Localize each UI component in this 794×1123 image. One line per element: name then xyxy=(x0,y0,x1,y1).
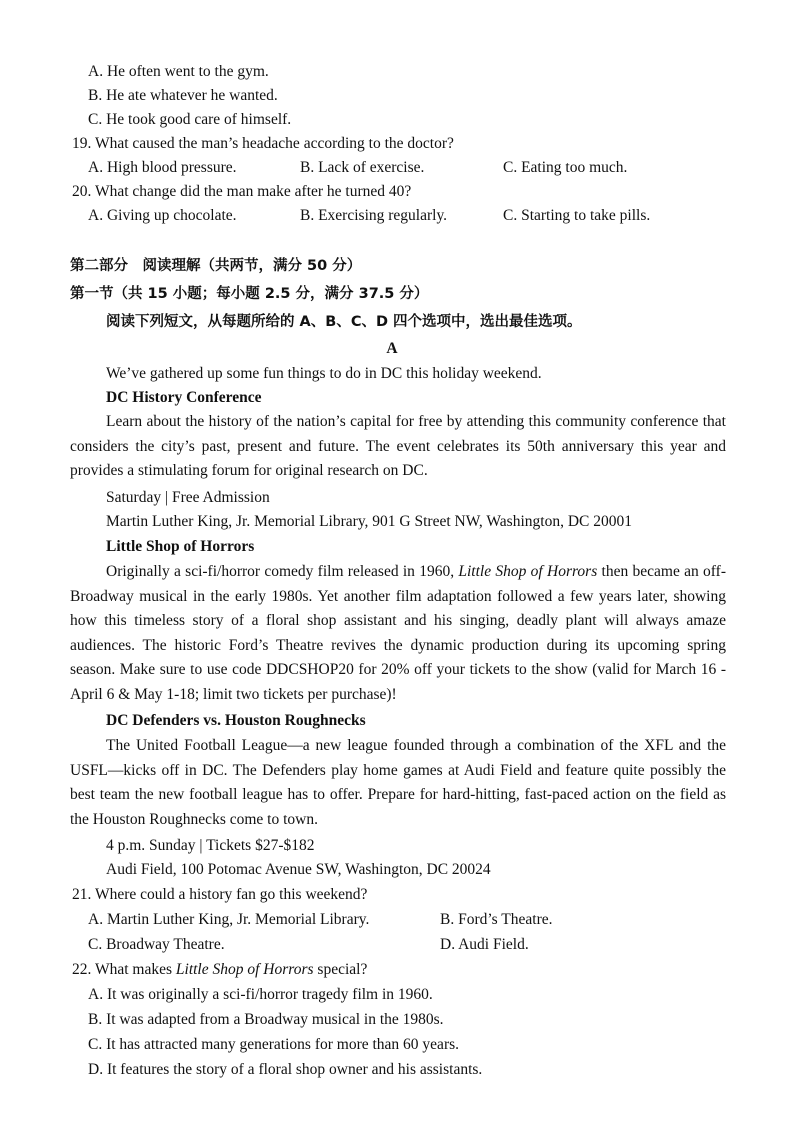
q22-question xyxy=(72,960,367,980)
q22-option-d: D. It features the story of a floral shop owner and his assistants. xyxy=(88,1061,483,1078)
q21-option-a: A. Martin Luther King, Jr. Memorial Library. xyxy=(88,911,370,928)
q22-option-b: B. It was adapted from a Broadway musical in the 1980s. xyxy=(88,1011,444,1028)
q18-option-b: B. He ate whatever he wanted. xyxy=(88,87,278,104)
event2-body-italic: Little Shop of Horrors xyxy=(458,563,598,580)
event1-time: Saturday | Free Admission xyxy=(106,489,270,506)
q21-option-c: C. Broadway Theatre. xyxy=(88,936,225,953)
q21-question: 21. Where could a history fan go this weekend? xyxy=(72,886,368,903)
reading-instruction: 阅读下列短文，从每题所给的 A、B、C、D 四个选项中，选出最佳选项。 xyxy=(106,314,582,330)
event1-body: Learn about the history of the nation’s capital for free by attending this community conference that considers the city’s past, present and future. The event celebrates its 50th anniversary this year and provides a stimulating forum for original research on DC. xyxy=(70,413,726,480)
q19-option-c: C. Eating too much. xyxy=(503,159,628,176)
event3-body: The United Football League—a new league founded through a combination of the XFL and the USFL—kicks off in DC. The Defenders play home games at Audi Field and feature quite possibly the best team the new football league has to offer. Prepare for hard-hitting, fast-paced action on the field as the Houston Roughnecks come to town. xyxy=(70,737,726,828)
part2-title: 第二部分 阅读理解（共两节，满分 50 分） xyxy=(70,258,362,274)
q19-option-b: B. Lack of exercise. xyxy=(300,159,425,176)
q22-question-pre: 22. What makes xyxy=(72,961,176,978)
q20-option-b: B. Exercising regularly. xyxy=(300,207,448,224)
q20-option-c: C. Starting to take pills. xyxy=(503,207,651,224)
q21-option-b: B. Ford’s Theatre. xyxy=(440,911,553,928)
event3-address: Audi Field, 100 Potomac Avenue SW, Washington, DC 20024 xyxy=(106,861,491,878)
passage-letter: A xyxy=(386,340,398,357)
q22-question-post: special? xyxy=(313,961,368,978)
q21-option-d: D. Audi Field. xyxy=(440,936,529,953)
q20-option-a: A. Giving up chocolate. xyxy=(88,207,237,224)
q22-option-c: C. It has attracted many generations for more than 60 years. xyxy=(88,1036,460,1053)
event2-body-post: then became an off-Broadway musical in the early 1980s. Yet another film adaptation followed a few years later, showing how this timeless story of a floral shop assistant and his singing, deadly plant will always amaze audiences. The historic Ford’s Theatre revives the dynamic production during its upcoming spring season. Make sure to use code DDCSHOP20 for 20% off your tickets to the show (valid for March 16 - April 6 & May 1-18; limit two tickets per purchase)! xyxy=(70,563,726,703)
event2-title: Little Shop of Horrors xyxy=(106,538,255,555)
event2-body xyxy=(70,560,726,708)
event1-title: DC History Conference xyxy=(106,389,262,406)
passage-intro: We’ve gathered up some fun things to do in DC this holiday weekend. xyxy=(106,365,542,382)
event2-body-pre: Originally a sci-fi/horror comedy film released in 1960, xyxy=(106,563,459,580)
event1-address: Martin Luther King, Jr. Memorial Library, 901 G Street NW, Washington, DC 20001 xyxy=(106,513,632,530)
q19-option-a: A. High blood pressure. xyxy=(88,159,237,176)
q18-option-c: C. He took good care of himself. xyxy=(88,111,292,128)
q22-option-a: A. It was originally a sci-fi/horror tragedy film in 1960. xyxy=(88,986,433,1003)
event3-time: 4 p.m. Sunday | Tickets $27-$182 xyxy=(106,837,315,854)
q18-option-a: A. He often went to the gym. xyxy=(88,63,269,80)
section1-title: 第一节（共 15 小题；每小题 2.5 分，满分 37.5 分） xyxy=(70,286,429,302)
event3-title: DC Defenders vs. Houston Roughnecks xyxy=(106,712,366,729)
q22-question-italic: Little Shop of Horrors xyxy=(175,961,314,978)
q20-question: 20. What change did the man make after he turned 40? xyxy=(72,183,412,200)
q19-question: 19. What caused the man’s headache according to the doctor? xyxy=(72,135,454,152)
